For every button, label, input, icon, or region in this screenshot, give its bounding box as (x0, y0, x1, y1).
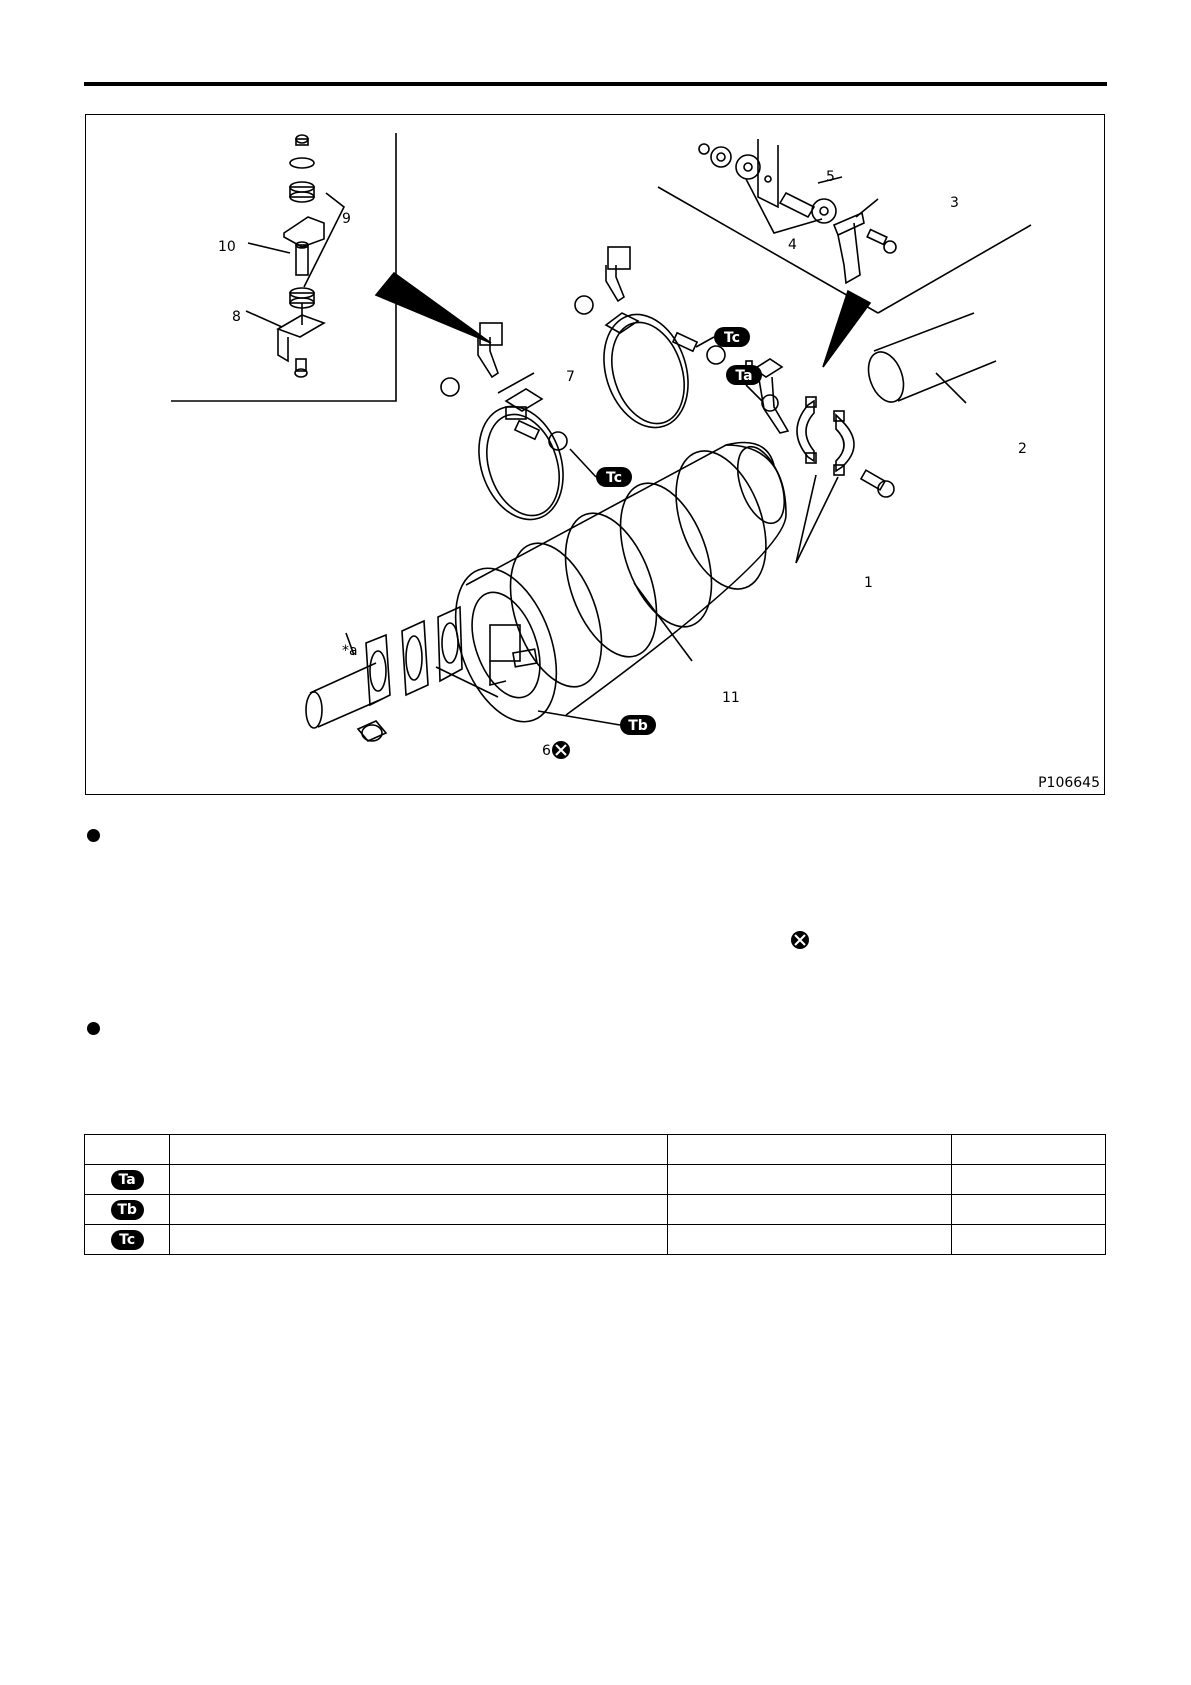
torque-mark-tc: Tc (111, 1230, 144, 1250)
split-clamp (797, 397, 894, 497)
circled-x-icon (790, 930, 810, 950)
torque-badge-tb (538, 711, 656, 735)
header-remarks (952, 1135, 1106, 1165)
row-torque (668, 1225, 952, 1255)
gasket-flanges (306, 607, 537, 741)
leader-6 (436, 667, 498, 697)
row-remarks (952, 1165, 1106, 1195)
torque-mark-tb: Tb (111, 1200, 144, 1220)
figure-id: P106645 (1038, 775, 1100, 791)
svg-text:Tc: Tc (606, 470, 622, 486)
exploded-diagram (86, 115, 1104, 794)
header-torque (668, 1135, 952, 1165)
callout-7: 7 (566, 369, 575, 385)
callout-9: 9 (342, 211, 351, 227)
table-row (85, 1165, 1106, 1195)
leader-1 (796, 475, 816, 563)
table-header-row (85, 1135, 1106, 1165)
table-row (85, 1195, 1106, 1225)
upper-mount-parts (699, 139, 896, 283)
leader-8 (246, 311, 282, 327)
perspective-line (658, 187, 878, 313)
band-clamp-front (441, 323, 577, 531)
callout-4: 4 (788, 237, 797, 253)
tail-pipe (862, 313, 996, 407)
inset-pointer (376, 273, 491, 343)
row-location (170, 1225, 668, 1255)
callout-6: 6 (542, 743, 551, 759)
row-location (170, 1195, 668, 1225)
leader-11 (634, 583, 692, 661)
callout-1: 1 (864, 575, 873, 591)
tightening-torque-table (84, 1134, 1106, 1255)
row-torque (668, 1165, 952, 1195)
callout-8: 8 (232, 309, 241, 325)
row-remarks (952, 1225, 1106, 1255)
row-location (170, 1165, 668, 1195)
callout-10: 10 (218, 239, 236, 255)
header-rule (84, 82, 1107, 86)
bullet-icon (87, 829, 100, 842)
leader-3 (856, 199, 878, 217)
row-remarks (952, 1195, 1106, 1225)
callout-3: 3 (950, 195, 959, 211)
perspective-line (878, 225, 1031, 313)
circled-x-icon (552, 741, 570, 759)
table-row (85, 1225, 1106, 1255)
svg-text:Ta: Ta (735, 368, 753, 384)
leader-2 (936, 373, 966, 403)
torque-mark-ta: Ta (111, 1170, 144, 1190)
torque-badge-tc-upper (696, 327, 750, 347)
callout-11: 11 (722, 690, 740, 706)
header-location (170, 1135, 668, 1165)
callout-2: 2 (1018, 441, 1027, 457)
torque-badge-ta (726, 365, 762, 401)
callout-5: 5 (826, 169, 835, 185)
leader-9 (304, 193, 344, 287)
svg-text:Tc: Tc (724, 330, 740, 346)
row-torque (668, 1195, 952, 1225)
header-mark (85, 1135, 170, 1165)
svg-text:Tb: Tb (628, 718, 648, 734)
leader-1b (796, 477, 838, 563)
exploded-view-figure (85, 114, 1105, 795)
callout-a: *a (342, 643, 358, 659)
torque-badge-tc-lower (570, 449, 632, 487)
detail-pointer (823, 291, 870, 367)
inset-border (171, 133, 396, 401)
leader-10 (248, 243, 290, 253)
inset-parts (278, 135, 324, 377)
bullet-icon (87, 1022, 100, 1035)
